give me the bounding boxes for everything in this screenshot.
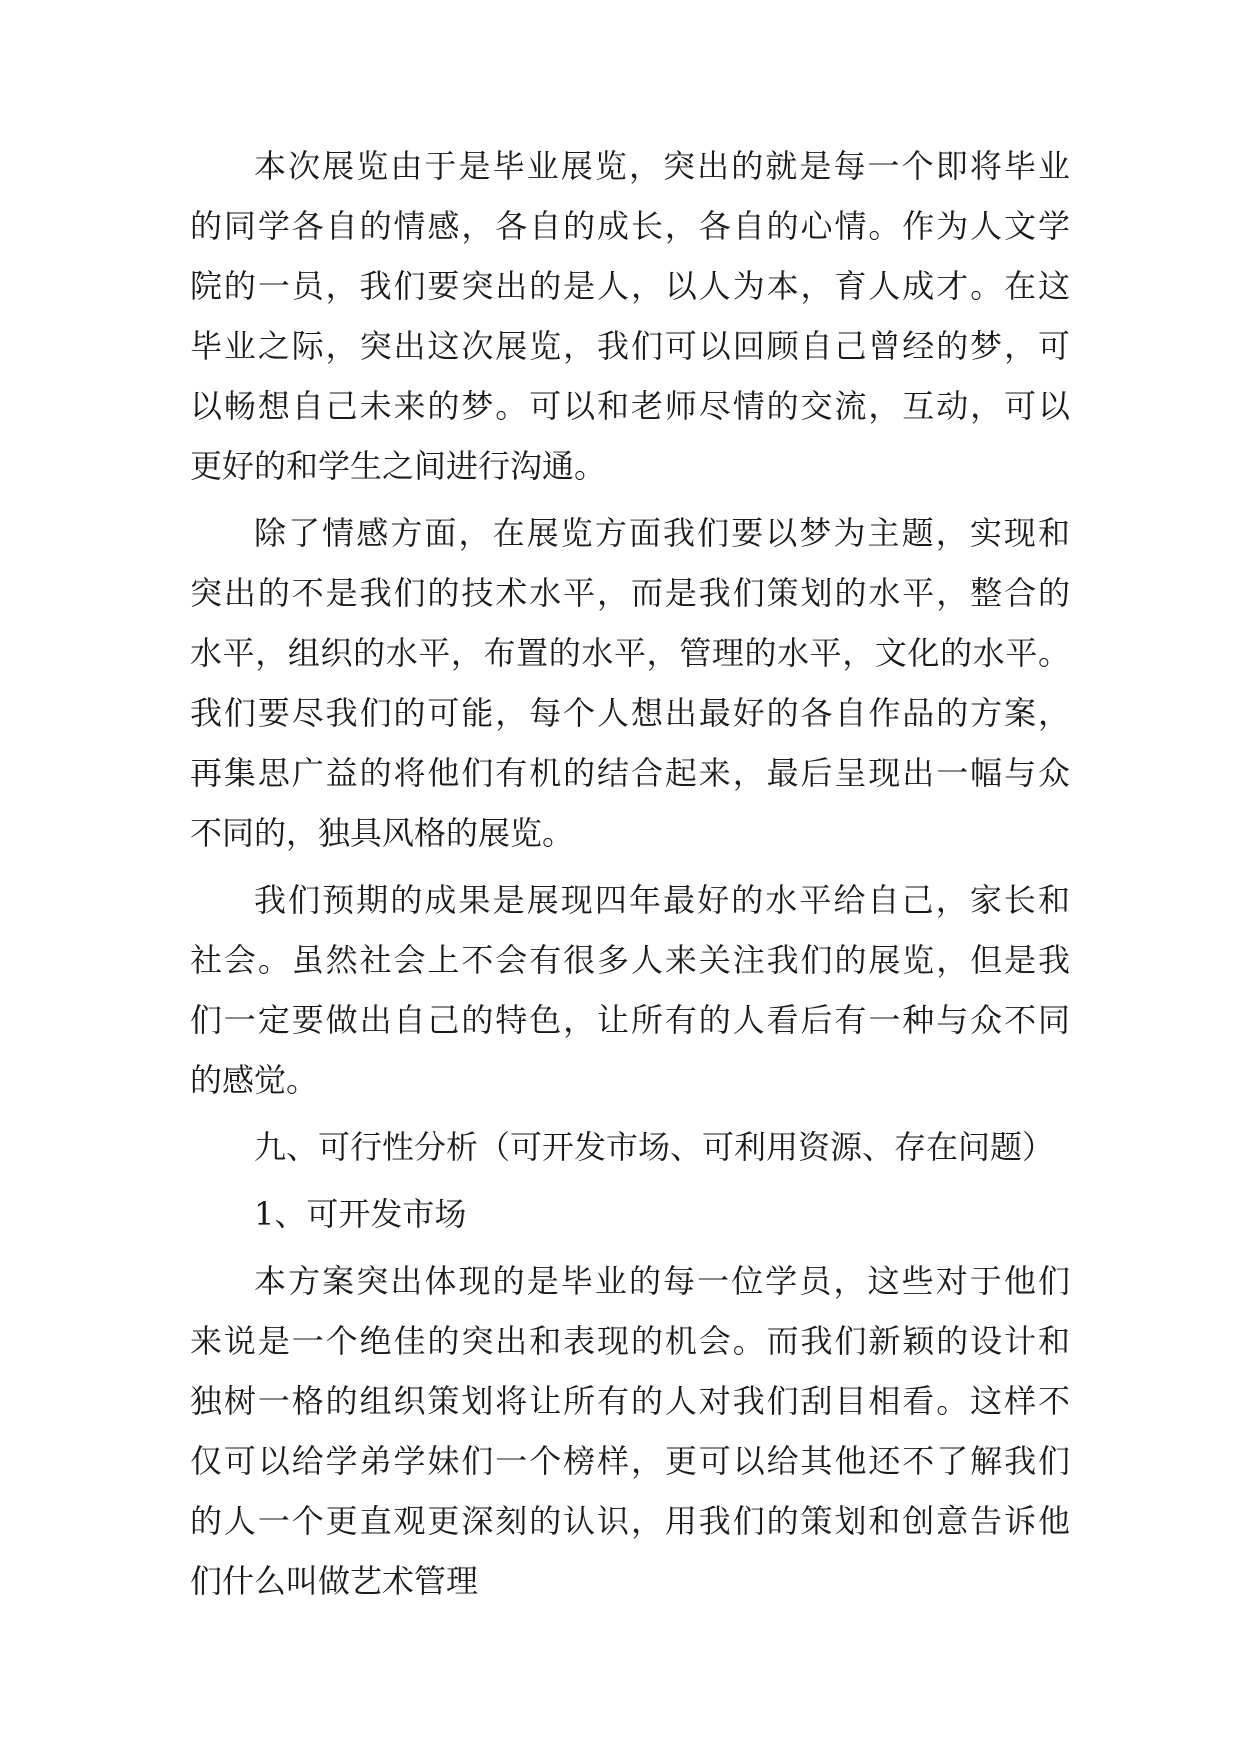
paragraph-4-line-2: 来说是一个绝佳的突出和表现的机会。而我们新颖的设计和 — [190, 1322, 1070, 1360]
paragraph-2-line-4: 我们要尽我们的可能，每个人想出最好的各自作品的方案， — [190, 694, 1070, 732]
paragraph-4-line-5: 的人一个更直观更深刻的认识，用我们的策划和创意告诉他 — [190, 1502, 1070, 1540]
paragraph-2-line-2: 突出的不是我们的技术水平，而是我们策划的水平，整合的 — [190, 574, 1070, 612]
section-heading: 九、可行性分析（可开发市场、可利用资源、存在问题） — [254, 1128, 1055, 1166]
paragraph-2-line-1: 除了情感方面，在展览方面我们要以梦为主题，实现和 — [254, 514, 1070, 552]
paragraph-3-line-1: 我们预期的成果是展现四年最好的水平给自己，家长和 — [254, 881, 1070, 919]
paragraph-1-line-4: 毕业之际，突出这次展览，我们可以回顾自己曾经的梦，可 — [190, 327, 1070, 365]
paragraph-2-line-5: 再集思广益的将他们有机的结合起来，最后呈现出一幅与众 — [190, 754, 1070, 792]
paragraph-2-line-6: 不同的，独具风格的展览。 — [190, 814, 575, 852]
paragraph-1-line-1: 本次展览由于是毕业展览，突出的就是每一个即将毕业 — [254, 147, 1070, 185]
paragraph-4-line-3: 独树一格的组织策划将让所有的人对我们刮目相看。这样不 — [190, 1382, 1070, 1420]
paragraph-1-line-2: 的同学各自的情感，各自的成长，各自的心情。作为人文学 — [190, 207, 1070, 245]
paragraph-1-line-6: 更好的和学生之间进行沟通。 — [190, 447, 607, 485]
paragraph-1-line-3: 院的一员，我们要突出的是人，以人为本，育人成才。在这 — [190, 267, 1070, 305]
paragraph-4-line-4: 仅可以给学弟学妹们一个榜样，更可以给其他还不了解我们 — [190, 1442, 1070, 1480]
paragraph-3-line-3: 们一定要做出自己的特色，让所有的人看后有一种与众不同 — [190, 1001, 1070, 1039]
paragraph-3-line-4: 的感觉。 — [190, 1061, 319, 1099]
paragraph-1-line-5: 以畅想自己未来的梦。可以和老师尽情的交流，互动，可以 — [190, 387, 1070, 425]
subsection-heading: 1、可开发市场 — [254, 1195, 467, 1233]
paragraph-4-line-1: 本方案突出体现的是毕业的每一位学员，这些对于他们 — [254, 1262, 1070, 1300]
paragraph-4-line-6: 们什么叫做艺术管理 — [190, 1562, 479, 1600]
paragraph-2-line-3: 水平，组织的水平，布置的水平，管理的水平，文化的水平。 — [190, 634, 1070, 672]
paragraph-3-line-2: 社会。虽然社会上不会有很多人来关注我们的展览，但是我 — [190, 941, 1070, 979]
